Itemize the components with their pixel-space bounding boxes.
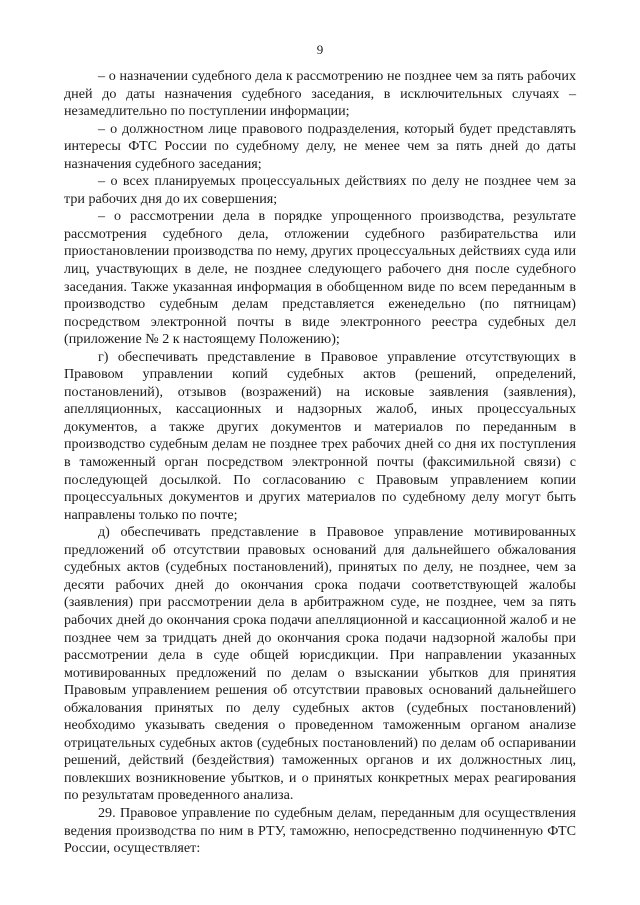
paragraph-procedural-actions: – о всех планируемых процессуальных действиях по делу не позднее чем за три рабочих дня до их совершения; (64, 173, 576, 207)
paragraph-item-g: г) обеспечивать представление в Правовое управление отсутствующих в Правовом управлении копий судебных актов (решений, определений, постановлений), отзывов (возражений) на исковые заявления (заявления), апелляционных, кассационных и надзорных жалоб, иных процессуальных документов, а также других документов и материалов по переданным в производство судебным делам не позднее трех рабочих дней со дня их поступления в таможенный орган посредством электронной почты (факсимильной связи) с последующей досылкой. По согласованию с Правовым управлением копии процессуальных документов и других материалов по судебному делу могут быть направлены только по почте; (64, 348, 576, 523)
paragraph-simplified-procedure: – о рассмотрении дела в порядке упрощенного производства, результате рассмотрения судебного дела, отложении судебного разбирательства или приостановлении производства по нему, других процессуальных действиях суда или лиц, участвующих в деле, не позднее следующего рабочего дня после судебного заседания. Также указанная информация в обобщенном виде по всем переданным в производство судебным делам представляется еженедельно (по пятницам) посредством электронной почты в виде электронного реестра судебных дел (приложение № 2 к настоящему Положению); (64, 208, 576, 348)
paragraph-item-29: 29. Правовое управление по судебным делам, переданным для осуществления ведения производства по ним в РТУ, таможню, непосредственно подчиненную ФТС России, осуществляет: (64, 804, 576, 857)
paragraph-hearing-notice: – о назначении судебного дела к рассмотрению не позднее чем за пять рабочих дней до даты назначения судебного заседания, в исключительных случаях – незамедлительно по поступлении информации; (64, 68, 576, 120)
paragraph-item-d: д) обеспечивать представление в Правовое управление мотивированных предложений об отсутствии правовых оснований для дальнейшего обжалования судебных актов (судебных постановлений), принятых по делу, не позднее, чем за десяти рабочих дней до окончания срока подачи соответствующей жалобы (заявления) при рассмотрении дела в арбитражном суде, не позднее, чем за пять рабочих дней до окончания срока подачи апелляционной и кассационной жалоб и не позднее чем за тридцать дней до окончания срока подачи надзорной жалобы при рассмотрении дела в суде общей юрисдикции. При направлении указанных мотивированных предложений по делам о взыскании убытков для принятия Правовым управлением решения об отсутствии правовых оснований дальнейшего обжалования принятых по делу судебных актов (судебных постановлений) необходимо указывать сведения о проведенном таможенным органом анализе отрицательных судебных актов (судебных постановлений) по делам об оспаривании решений, действий (бездействия) таможенных органов и их должностных лиц, повлекших возникновение убытков, и о принятых конкретных мерах реагирования по результатам проведенного анализа. (64, 524, 576, 804)
document-body (64, 68, 576, 858)
page-number: 9 (316, 42, 324, 57)
paragraph-legal-officer: – о должностном лице правового подразделения, который будет представлять интересы ФТС России по судебному делу, не менее чем за пять дней до даты назначения судебного заседания; (64, 120, 576, 172)
